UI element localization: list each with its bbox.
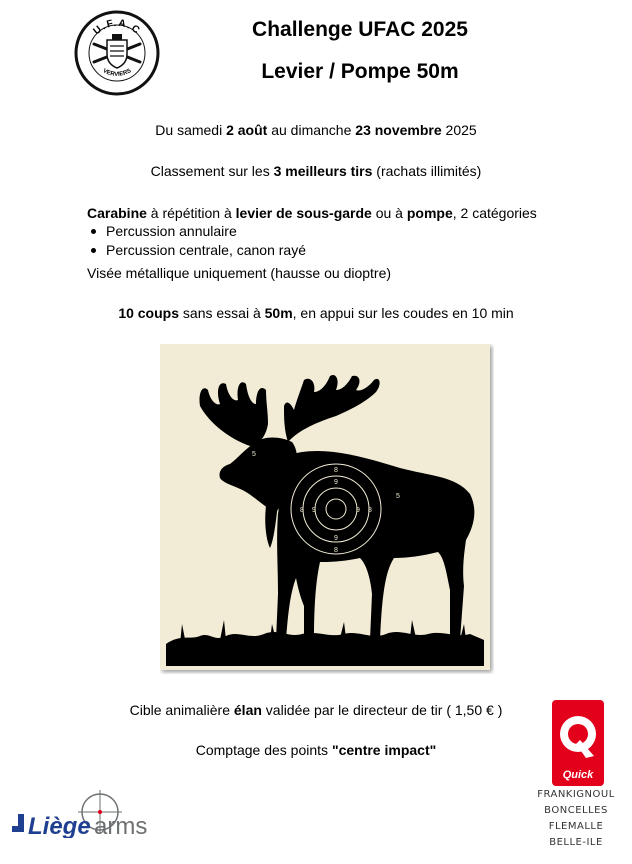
svg-text:8: 8 <box>334 467 338 474</box>
club-crest-icon <box>74 10 160 96</box>
quick-logo-icon <box>552 700 604 786</box>
svg-text:5: 5 <box>396 493 400 500</box>
bullet-icon <box>91 229 96 234</box>
dates-line: Du samedi 2 août au dimanche 23 novembre 2025 <box>155 122 477 138</box>
svg-text:8: 8 <box>300 507 304 514</box>
scoring-line: Comptage des points "centre impact" <box>195 742 437 758</box>
liege-arms-logo-icon <box>8 790 168 838</box>
svg-text:9: 9 <box>334 535 338 542</box>
logo-text-bottom: VERVIERS <box>101 68 133 78</box>
bullet-icon <box>91 248 96 253</box>
logo-text-top: U.F.A.C <box>91 17 143 38</box>
svg-text:Quick: Quick <box>562 769 594 781</box>
ranking-line: Classement sur les 3 meilleurs tirs (rachats illimités) <box>150 163 482 179</box>
svg-text:8: 8 <box>368 507 372 514</box>
list-item: Percussion centrale, canon rayé <box>78 241 306 260</box>
svg-text:9: 9 <box>334 479 338 486</box>
svg-text:9: 9 <box>356 507 360 514</box>
category-list <box>78 222 306 260</box>
sponsor-line: BONCELLES <box>544 805 608 816</box>
sponsor-line: BELLE-ILE <box>549 837 603 848</box>
svg-text:8: 8 <box>334 547 338 554</box>
moose-target-icon <box>160 344 494 674</box>
page-subtitle: Levier / Pompe 50m <box>261 60 459 83</box>
weapon-line: Carabine à répétition à levier de sous-garde ou à pompe, 2 catégories <box>87 205 537 221</box>
shots-line: 10 coups sans essai à 50m, en appui sur les coudes en 10 min <box>118 305 514 321</box>
svg-text:9: 9 <box>312 507 316 514</box>
sights-line: Visée métallique uniquement (hausse ou dioptre) <box>87 265 392 281</box>
list-item: Percussion annulaire <box>78 222 306 241</box>
svg-text:arms: arms <box>94 813 148 838</box>
page-title: Challenge UFAC 2025 <box>252 18 468 41</box>
sponsor-line: FLEMALLE <box>548 821 604 832</box>
svg-text:5: 5 <box>252 451 256 458</box>
target-caption: Cible animalière élan validée par le directeur de tir ( 1,50 € ) <box>129 702 503 718</box>
svg-text:Liège: Liège <box>28 813 91 838</box>
sponsor-line: FRANKIGNOUL <box>537 789 615 800</box>
